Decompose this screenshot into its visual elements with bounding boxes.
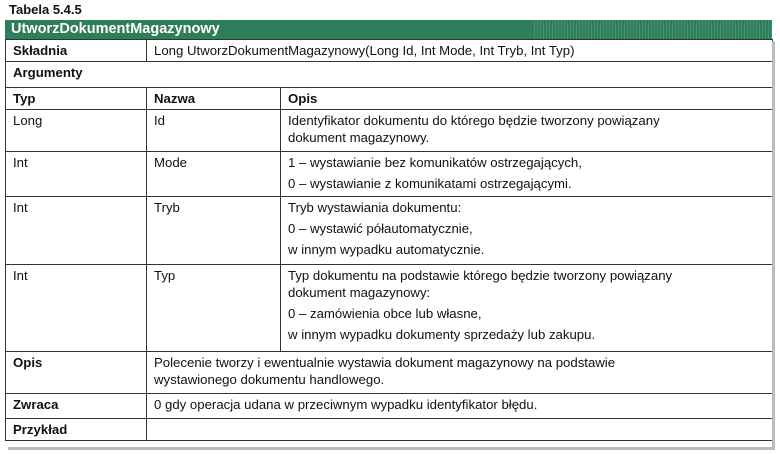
argument-desc — [281, 152, 773, 197]
example-label: Przykład — [6, 419, 147, 441]
argument-row-mode — [6, 152, 773, 197]
argument-desc — [281, 265, 773, 352]
argument-desc — [281, 197, 773, 265]
description-row — [6, 352, 773, 394]
example-row — [6, 419, 773, 441]
argument-type: Int — [6, 152, 147, 197]
arguments-header-row — [6, 88, 773, 110]
description-value — [147, 352, 773, 394]
argument-name: Id — [147, 110, 281, 152]
table-caption: Tabela 5.4.5 — [9, 2, 82, 17]
description-line: wystawionego dokumentu handlowego. — [154, 372, 385, 387]
desc-line: dokument magazynowy: — [288, 285, 431, 300]
desc-line: dokument magazynowy. — [288, 130, 430, 145]
desc-line: w innym wypadku dokumenty sprzedaży lub zakupu. — [288, 327, 596, 342]
arguments-row — [6, 62, 773, 88]
argument-name: Tryb — [147, 197, 281, 265]
desc-line: 0 – zamówienia obce lub własne, — [288, 306, 482, 321]
table-shadow-right — [772, 41, 775, 448]
argument-type: Int — [6, 197, 147, 265]
argument-name: Typ — [147, 265, 281, 352]
argument-row-typ — [6, 265, 773, 352]
header-type: Typ — [6, 88, 147, 110]
desc-line: 0 – wystawianie z komunikatami ostrzegającymi. — [288, 176, 572, 191]
argument-type: Long — [6, 110, 147, 152]
argument-desc — [281, 110, 773, 152]
syntax-row — [6, 40, 773, 62]
desc-line: Tryb wystawiania dokumentu: — [288, 200, 462, 215]
arguments-label: Argumenty — [6, 62, 773, 88]
argument-row-id — [6, 110, 773, 152]
description-label: Opis — [6, 352, 147, 394]
table-shadow-bottom — [8, 447, 775, 450]
example-value — [147, 419, 773, 441]
header-desc: Opis — [281, 88, 773, 110]
description-line: Polecenie tworzy i ewentualnie wystawia dokument magazynowy na podstawie — [154, 355, 616, 370]
function-title-bar — [5, 20, 772, 39]
syntax-label: Składnia — [6, 40, 147, 62]
title-bar-pattern — [532, 20, 772, 39]
returns-value: 0 gdy operacja udana w przeciwnym wypadku identyfikator błędu. — [147, 394, 773, 419]
returns-label: Zwraca — [6, 394, 147, 419]
function-title: UtworzDokumentMagazynowy — [11, 21, 220, 37]
returns-row — [6, 394, 773, 419]
syntax-value: Long UtworzDokumentMagazynowy(Long Id, Int Mode, Int Tryb, Int Typ) — [147, 40, 773, 62]
specification-table — [5, 39, 773, 441]
argument-row-tryb — [6, 197, 773, 265]
desc-line: 0 – wystawić półautomatycznie, — [288, 221, 473, 236]
header-name: Nazwa — [147, 88, 281, 110]
argument-type: Int — [6, 265, 147, 352]
desc-line: Identyfikator dokumentu do którego będzie tworzony powiązany — [288, 113, 660, 128]
argument-name: Mode — [147, 152, 281, 197]
desc-line: Typ dokumentu na podstawie którego będzie tworzony powiązany — [288, 268, 673, 283]
desc-line: 1 – wystawianie bez komunikatów ostrzegających, — [288, 155, 582, 170]
desc-line: w innym wypadku automatycznie. — [288, 242, 485, 257]
